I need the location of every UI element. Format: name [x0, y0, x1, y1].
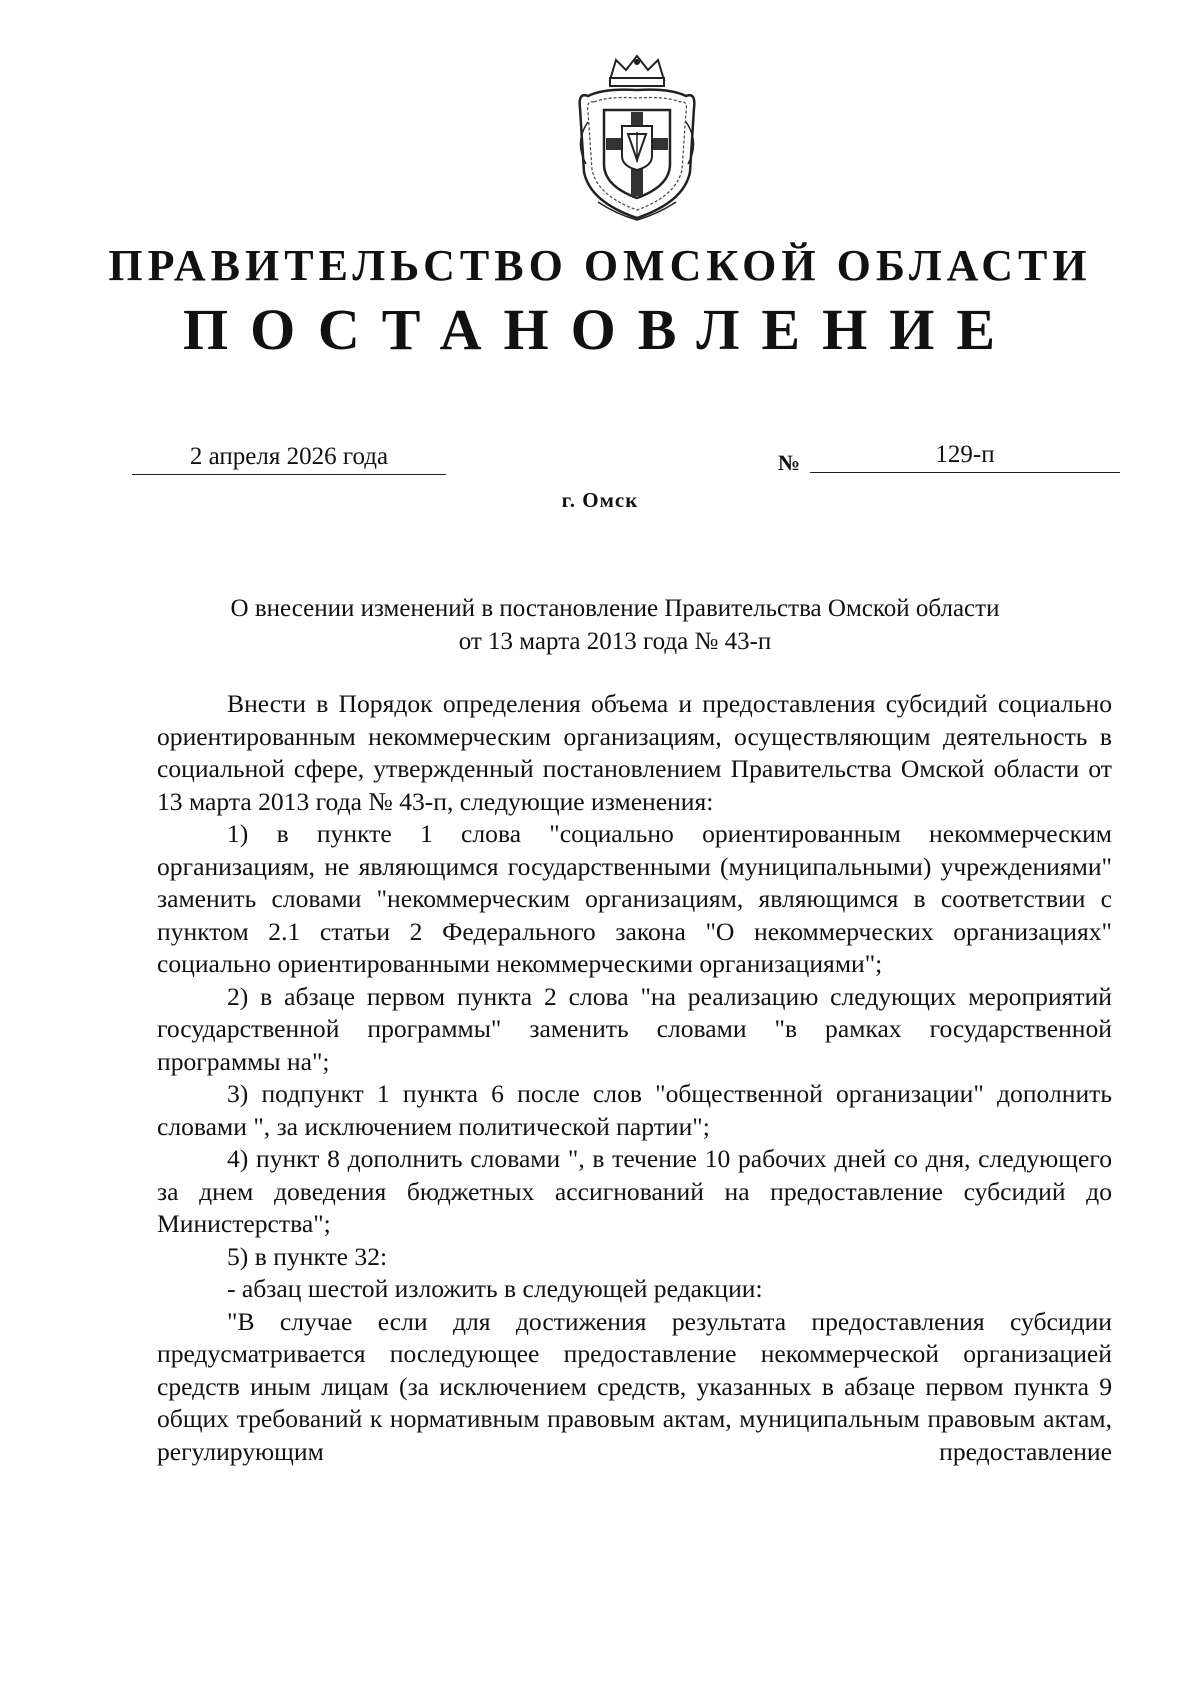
body-paragraph: "В случае если для достижения результата предоставления субсидии предусматривается последующее предоставление некоммерческой организацией средств иным лицам (за исключением средств, указанных в абзаце первом пункта 9 общих требований к нормативным правовым актам, муниципальным правовым актам, регулирующим предоставление — [157, 1306, 1112, 1466]
city: г. Омск — [561, 488, 639, 512]
omsk-coat-of-arms-icon — [570, 52, 704, 222]
government-title: ПРАВИТЕЛЬСТВО ОМСКОЙ ОБЛАСТИ — [108, 241, 1092, 290]
body-paragraph: 4) пункт 8 дополнить словами ", в течение 10 рабочих дней со дня, следующего за днем доведения бюджетных ассигнований на предоставление субсидий до Министерства"; — [157, 1144, 1112, 1238]
body-paragraph: - абзац шестой изложить в следующей редакции: — [227, 1274, 763, 1303]
document-subject — [150, 592, 1080, 658]
subject-line: от 13 марта 2013 года № 43-п — [458, 628, 772, 655]
body-paragraph: 1) в пункте 1 слова "социально ориентированным некоммерческим организациям, не являющимся государственными (муниципальными) учреждениями" заменить словами "некоммерческим организациям, являющимся в соответствии с пунктом 2.1 статьи 2 Федерального закона "О некоммерческих организациях" социально ориентированными некоммерческими организациями"; — [157, 819, 1112, 978]
document-body — [157, 688, 1112, 1468]
body-paragraph: Внести в Порядок определения объема и предоставления субсидий социально ориентированным некоммерческим организациям, осуществляющим деятельность в социальной сфере, утвержденный постановлением Правительства Омской области от 13 марта 2013 года № 43-п, следующие изменения: — [157, 689, 1112, 816]
body-paragraph: 2) в абзаце первом пункта 2 слова "на реализацию следующих мероприятий государственной программы" заменить словами "в рамках государственной программы на"; — [157, 981, 1112, 1076]
body-paragraph: 3) подпункт 1 пункта 6 после слов "общественной организации" дополнить словами ", за исключением политической партии"; — [157, 1079, 1112, 1141]
document-date: 2 апреля 2026 года — [132, 442, 446, 475]
number-label: № — [778, 450, 801, 475]
subject-line: О внесении изменений в постановление Правительства Омской области — [230, 595, 1000, 622]
document-number: 129-п — [810, 440, 1120, 473]
document-type-title: ПОСТАНОВЛЕНИЕ — [182, 297, 1018, 362]
body-paragraph: 5) в пункте 32: — [227, 1241, 388, 1271]
